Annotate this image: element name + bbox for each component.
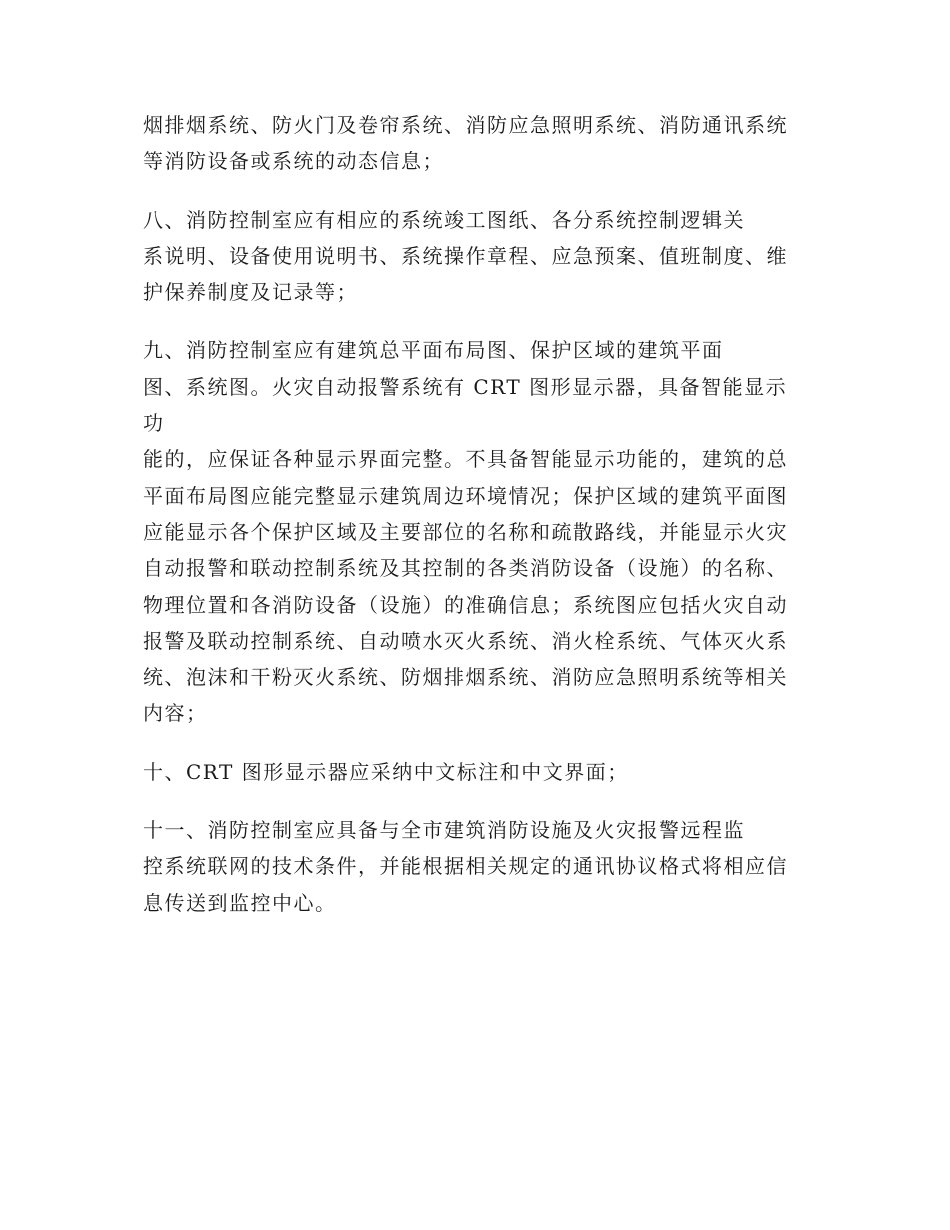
paragraph-item-11: 十一、消防控制室应具备与全市建筑消防设施及火灾报警远程监 控系统联网的技术条件，并能根据相关规定的通讯协议格式将相应信 息传送到监控中心。 (143, 818, 788, 915)
paragraph-continuation: 烟排烟系统、防火门及卷帘系统、消防应急照明系统、消防通讯系统 等消防设备或系统的动态信息； (143, 113, 788, 174)
paragraph-item-10: 十、CRT 图形显示器应采纳中文标注和中文界面； (143, 759, 629, 784)
document-body (143, 107, 808, 921)
paragraph-item-8: 八、消防控制室应有相应的系统竣工图纸、各分系统控制逻辑关 系说明、设备使用说明书、系统操作章程、应急预案、值班制度、维 护保养制度及记录等； (143, 207, 788, 305)
paragraph-item-9: 九、消防控制室应有建筑总平面布局图、保护区域的建筑平面 图、系统图。火灾自动报警系统有 CRT 图形显示器，具备智能显示功 能的，应保证各种显示界面完整。不具备智能显示功能的，建筑的总 平面布局图应能完整显示建筑周边环境情况；保护区域的建筑平面图 应能显示各个保护区域及主要部位的名称和疏散路线，并能显示火灾 自动报警和联动控制系统及其控制的各类消防设备（设施）的名称、 物理位置和各消防设备（设施）的准确信息；系统图应包括火灾自动 报警及联动控制系统、自动喷水灭火系统、消火栓系统、气体灭火系 统、泡沫和干粉灭火系统、防烟排烟系统、消防应急照明系统等相关 内容； (143, 338, 788, 726)
